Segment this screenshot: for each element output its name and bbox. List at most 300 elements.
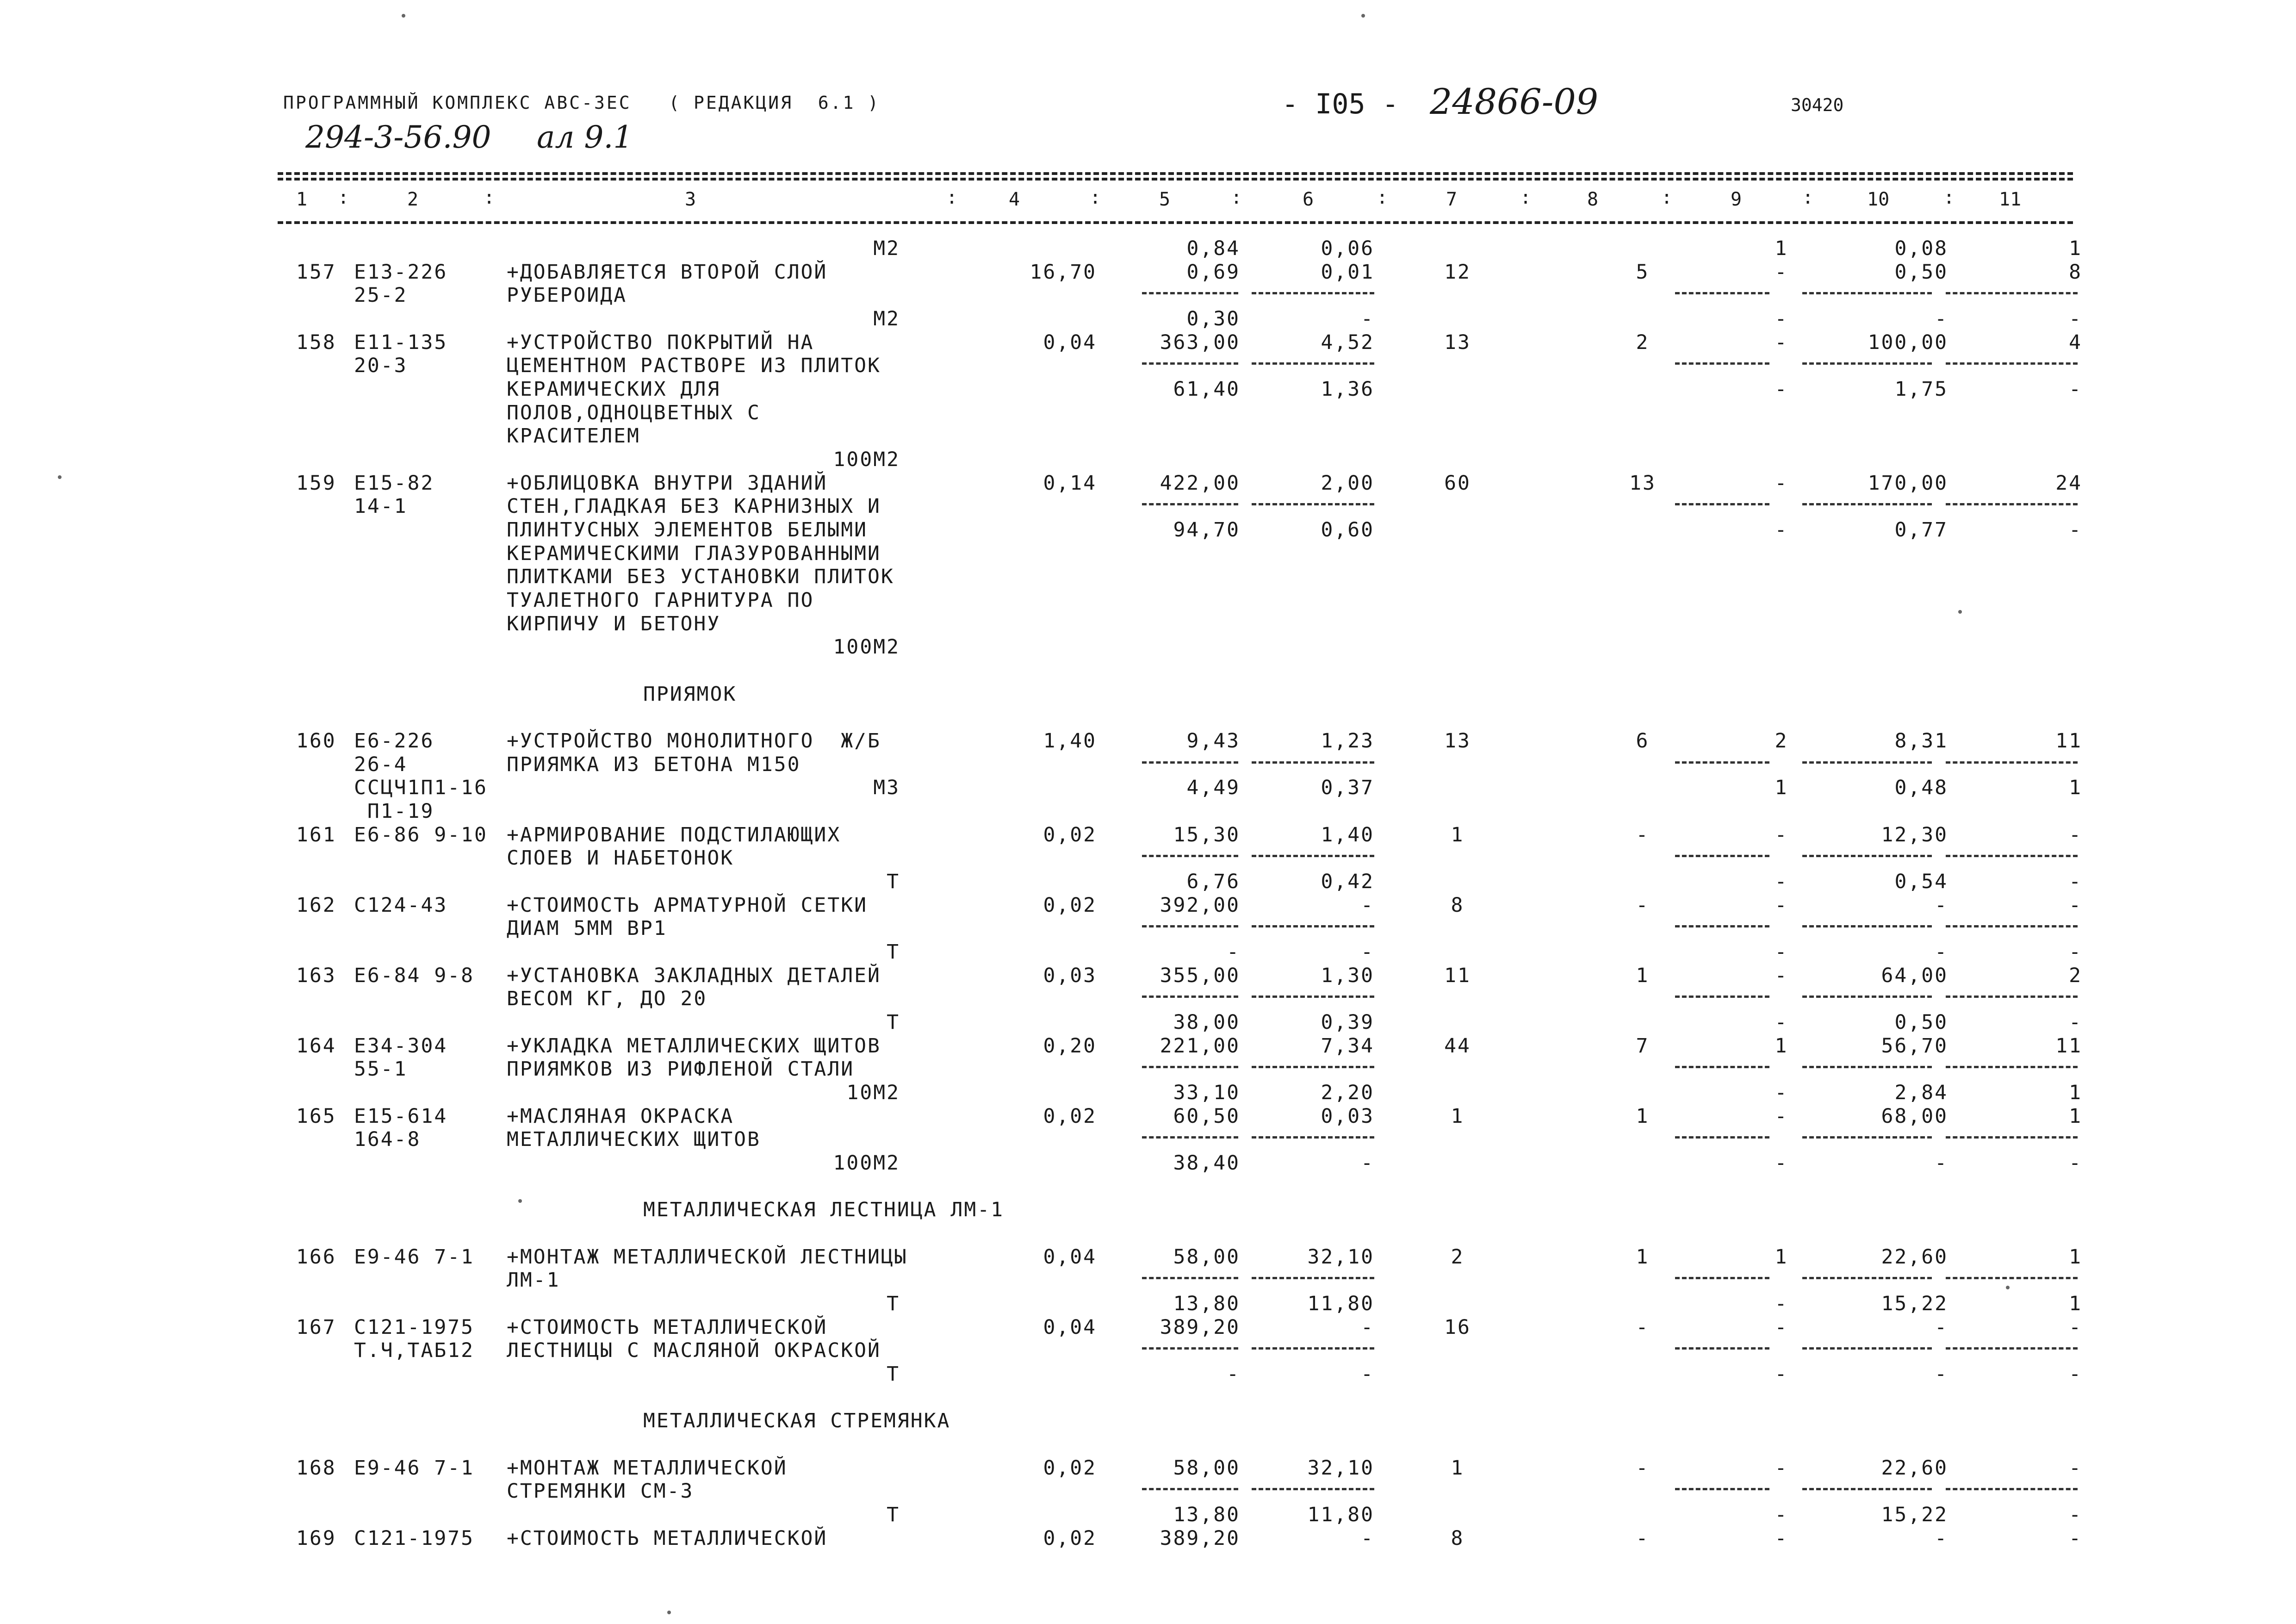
machine-cost-cell: -: [1775, 1456, 1788, 1480]
item-number-cell: 160: [296, 729, 336, 753]
labor-cost-cell: 0,77: [1894, 518, 1948, 541]
total-cost-cell: 11: [1444, 964, 1471, 987]
labor-cost-cell: 64,00: [1881, 964, 1948, 987]
wage-cost-cell: 32,10: [1307, 1456, 1374, 1480]
machine-cost-cell: -: [1775, 518, 1788, 541]
document-number-handwritten: 24866-09: [1430, 81, 1599, 122]
work-description-cell: ПЛИНТУСНЫХ ЭЛЕМЕНТОВ БЕЛЫМИ: [507, 518, 868, 541]
labor-cost-cell: 0,08: [1894, 237, 1948, 260]
total-wage-cell: 6: [1636, 729, 1650, 753]
wage-cost-cell: 1,30: [1321, 964, 1374, 987]
machine-cost-cell: -: [1775, 1503, 1788, 1526]
subtotal-separator: [1946, 855, 2078, 857]
total-wage-cell: 1: [1636, 1105, 1650, 1128]
wage-cost-cell: 0,06: [1321, 237, 1374, 260]
column-header-7: 7: [1446, 189, 1458, 210]
scan-speck: [402, 14, 405, 18]
wage-cost-cell: 4,52: [1321, 331, 1374, 354]
subtotal-separator: [1252, 503, 1374, 505]
labor-total-cell: 1: [2069, 1105, 2082, 1128]
total-cost-cell: 13: [1444, 331, 1471, 354]
unit-cost-cell: -: [1227, 940, 1240, 964]
machine-cost-cell: -: [1775, 823, 1788, 846]
work-description-cell: +ОБЛИЦОВКА ВНУТРИ ЗДАНИЙ: [507, 472, 828, 495]
total-wage-cell: 1: [1636, 1245, 1650, 1269]
subtotal-separator: [1142, 1488, 1238, 1490]
labor-cost-cell: 100,00: [1868, 331, 1948, 354]
labor-cost-cell: 56,70: [1881, 1034, 1948, 1058]
section-heading: МЕТАЛЛИЧЕСКАЯ СТРЕМЯНКА: [643, 1409, 951, 1432]
norm-code-cell: Е15-82: [354, 472, 434, 495]
labor-total-cell: -: [2069, 823, 2082, 846]
wage-cost-cell: 11,80: [1307, 1292, 1374, 1315]
work-description-cell: КИРПИЧУ И БЕТОНУ: [507, 612, 721, 635]
total-wage-cell: 7: [1636, 1034, 1650, 1058]
subtotal-separator: [1675, 1277, 1769, 1279]
machine-cost-cell: -: [1775, 964, 1788, 987]
subtotal-separator: [1252, 1136, 1374, 1139]
wage-cost-cell: 0,01: [1321, 261, 1374, 284]
unit-cost-cell: 4,49: [1186, 776, 1240, 799]
work-description-cell: ПРИЯМКОВ ИЗ РИФЛЕНОЙ СТАЛИ: [507, 1058, 855, 1081]
subtotal-separator: [1252, 1488, 1374, 1490]
norm-code-cell: Е34-304: [354, 1034, 448, 1058]
scan-speck: [1361, 14, 1365, 18]
labor-cost-cell: -: [1935, 1316, 1948, 1339]
section-heading: ПРИЯМОК: [643, 683, 737, 706]
labor-cost-cell: 22,60: [1881, 1245, 1948, 1269]
norm-code-cell: Е15-614: [354, 1105, 448, 1128]
total-cost-cell: 8: [1451, 1527, 1464, 1550]
quantity-cell: 0,02: [1043, 1527, 1097, 1550]
wage-cost-cell: -: [1361, 940, 1374, 964]
unit-cost-cell: 389,20: [1160, 1316, 1240, 1339]
norm-code-cell: ССЦЧ1П1-16: [354, 776, 488, 799]
work-description-cell: КЕРАМИЧЕСКИМИ ГЛАЗУРОВАННЫМИ: [507, 542, 881, 565]
item-number-cell: 163: [296, 964, 336, 987]
item-number-cell: 169: [296, 1527, 336, 1550]
subtotal-separator: [1252, 292, 1374, 294]
column-header-1: 1: [296, 189, 308, 210]
wage-cost-cell: 0,60: [1321, 518, 1374, 541]
work-description-cell: КЕРАМИЧЕСКИХ ДЛЯ: [507, 378, 721, 401]
wage-cost-cell: -: [1361, 1151, 1374, 1175]
project-code-handwritten: 294-3-56.90: [305, 119, 491, 155]
total-wage-cell: -: [1636, 1456, 1650, 1480]
unit-cost-cell: 61,40: [1173, 378, 1240, 401]
wage-cost-cell: 7,34: [1321, 1034, 1374, 1058]
subtotal-separator: [1252, 1277, 1374, 1279]
labor-cost-cell: 2,84: [1894, 1081, 1948, 1104]
unit-cost-cell: 392,00: [1160, 894, 1240, 917]
subtotal-separator: [1142, 503, 1238, 505]
subtotal-separator: [1252, 362, 1374, 365]
labor-total-cell: -: [2069, 1527, 2082, 1550]
work-description-cell: +ДОБАВЛЯЕТСЯ ВТОРОЙ СЛОЙ: [507, 261, 828, 284]
unit-cost-cell: 363,00: [1160, 331, 1240, 354]
total-cost-cell: 8: [1451, 894, 1464, 917]
column-header-2: 2: [407, 189, 419, 210]
item-number-cell: 157: [296, 261, 336, 284]
unit-cost-cell: 94,70: [1173, 518, 1240, 541]
album-code-handwritten: ал 9.1: [537, 119, 633, 155]
labor-cost-cell: 0,54: [1894, 870, 1948, 893]
labor-cost-cell: 12,30: [1881, 823, 1948, 846]
column-header-5: 5: [1159, 189, 1171, 210]
machine-cost-cell: 1: [1775, 237, 1788, 260]
norm-code-cell: 20-3: [354, 354, 408, 377]
labor-total-cell: -: [2069, 1011, 2082, 1034]
page-number: - I05 -: [1282, 88, 1399, 120]
norm-code-cell: Е13-226: [354, 261, 448, 284]
norm-code-cell: Т.Ч,ТАБ12: [354, 1339, 474, 1362]
machine-cost-cell: -: [1775, 870, 1788, 893]
labor-cost-cell: -: [1935, 940, 1948, 964]
labor-total-cell: -: [2069, 1363, 2082, 1386]
subtotal-separator: [1675, 503, 1769, 505]
labor-total-cell: 11: [2055, 1034, 2082, 1058]
item-number-cell: 159: [296, 472, 336, 495]
norm-code-cell: С124-43: [354, 894, 448, 917]
column-header-6: 6: [1303, 189, 1314, 210]
work-description-cell: +УСТРОЙСТВО ПОКРЫТИЙ НА: [507, 331, 814, 354]
total-cost-cell: 12: [1444, 261, 1471, 284]
subtotal-separator: [1675, 925, 1769, 927]
labor-total-cell: -: [2069, 1456, 2082, 1480]
subtotal-separator: [1142, 1277, 1238, 1279]
total-wage-cell: 1: [1636, 964, 1650, 987]
subtotal-separator: [1142, 292, 1238, 294]
scan-speck: [667, 1611, 671, 1614]
wage-cost-cell: 2,00: [1321, 472, 1374, 495]
subtotal-separator: [1252, 855, 1374, 857]
labor-total-cell: 24: [2055, 472, 2082, 495]
subtotal-separator: [1802, 1488, 1932, 1490]
machine-cost-cell: -: [1775, 1292, 1788, 1315]
total-cost-cell: 16: [1444, 1316, 1471, 1339]
wage-cost-cell: 0,03: [1321, 1105, 1374, 1128]
quantity-cell: 0,02: [1043, 823, 1097, 846]
column-header-8: 8: [1587, 189, 1599, 210]
item-number-cell: 164: [296, 1034, 336, 1058]
unit-label: Т: [887, 940, 900, 964]
labor-total-cell: 11: [2055, 729, 2082, 753]
norm-code-cell: П1-19: [354, 800, 434, 823]
subtotal-separator: [1946, 1136, 2078, 1139]
wage-cost-cell: 1,36: [1321, 378, 1374, 401]
unit-cost-cell: 221,00: [1160, 1034, 1240, 1058]
unit-label: Т: [887, 1292, 900, 1315]
subtotal-separator: [1946, 1347, 2078, 1350]
labor-cost-cell: -: [1935, 1363, 1948, 1386]
scan-speck: [58, 475, 62, 479]
unit-cost-cell: 38,00: [1173, 1011, 1240, 1034]
unit-label: Т: [887, 870, 900, 893]
work-description-cell: +СТОИМОСТЬ МЕТАЛЛИЧЕСКОЙ: [507, 1527, 828, 1550]
labor-total-cell: -: [2069, 1151, 2082, 1175]
norm-code-cell: 14-1: [354, 495, 408, 518]
labor-total-cell: -: [2069, 940, 2082, 964]
scan-speck: [2006, 1286, 2010, 1289]
subtotal-separator: [1675, 996, 1769, 998]
labor-total-cell: -: [2069, 870, 2082, 893]
work-description-cell: ПЛИТКАМИ БЕЗ УСТАНОВКИ ПЛИТОК: [507, 565, 894, 588]
unit-label: 100М2: [833, 635, 900, 659]
unit-label: Т: [887, 1011, 900, 1034]
subtotal-separator: [1946, 292, 2078, 294]
machine-cost-cell: -: [1775, 1081, 1788, 1104]
norm-code-cell: Е9-46 7-1: [354, 1456, 474, 1480]
machine-cost-cell: -: [1775, 1151, 1788, 1175]
labor-total-cell: 8: [2069, 261, 2082, 284]
work-description-cell: МЕТАЛЛИЧЕСКИХ ЩИТОВ: [507, 1128, 761, 1151]
work-description-cell: +АРМИРОВАНИЕ ПОДСТИЛАЮЩИХ: [507, 823, 841, 846]
subtotal-separator: [1946, 925, 2078, 927]
quantity-cell: 16,70: [1030, 261, 1097, 284]
labor-cost-cell: -: [1935, 894, 1948, 917]
wage-cost-cell: 0,37: [1321, 776, 1374, 799]
total-cost-cell: 2: [1451, 1245, 1464, 1269]
machine-cost-cell: -: [1775, 331, 1788, 354]
item-number-cell: 161: [296, 823, 336, 846]
subtotal-separator: [1802, 292, 1932, 294]
machine-cost-cell: 1: [1775, 776, 1788, 799]
wage-cost-cell: 0,42: [1321, 870, 1374, 893]
item-number-cell: 162: [296, 894, 336, 917]
subtotal-separator: [1675, 1066, 1769, 1068]
subtotal-separator: [1142, 1347, 1238, 1350]
quantity-cell: 0,02: [1043, 894, 1097, 917]
labor-cost-cell: 68,00: [1881, 1105, 1948, 1128]
work-description-cell: +МОНТАЖ МЕТАЛЛИЧЕСКОЙ: [507, 1456, 788, 1480]
work-description-cell: ЦЕМЕНТНОМ РАСТВОРЕ ИЗ ПЛИТОК: [507, 354, 881, 377]
item-number-cell: 167: [296, 1316, 336, 1339]
top-rule-2: [278, 178, 2073, 180]
unit-label: М2: [873, 237, 900, 260]
subtotal-separator: [1142, 362, 1238, 365]
unit-cost-cell: 0,30: [1186, 307, 1240, 330]
unit-cost-cell: 58,00: [1173, 1456, 1240, 1480]
labor-cost-cell: 0,50: [1894, 261, 1948, 284]
subtotal-separator: [1802, 996, 1932, 998]
total-wage-cell: -: [1636, 1316, 1650, 1339]
work-description-cell: +МАСЛЯНАЯ ОКРАСКА: [507, 1105, 734, 1128]
subtotal-separator: [1142, 996, 1238, 998]
subtotal-separator: [1675, 1136, 1769, 1139]
labor-total-cell: 1: [2069, 1292, 2082, 1315]
column-header-10: 10: [1867, 189, 1890, 210]
unit-cost-cell: 38,40: [1173, 1151, 1240, 1175]
header-bottom-rule: [278, 221, 2073, 224]
subtotal-separator: [1946, 761, 2078, 764]
unit-cost-cell: 33,10: [1173, 1081, 1240, 1104]
unit-cost-cell: 60,50: [1173, 1105, 1240, 1128]
labor-cost-cell: 0,48: [1894, 776, 1948, 799]
labor-cost-cell: 1,75: [1894, 378, 1948, 401]
quantity-cell: 0,02: [1043, 1456, 1097, 1480]
wage-cost-cell: -: [1361, 894, 1374, 917]
labor-total-cell: 1: [2069, 1081, 2082, 1104]
subtotal-separator: [1142, 761, 1238, 764]
total-cost-cell: 1: [1451, 1105, 1464, 1128]
unit-cost-cell: -: [1227, 1363, 1240, 1386]
labor-total-cell: -: [2069, 307, 2082, 330]
wage-cost-cell: 2,20: [1321, 1081, 1374, 1104]
quantity-cell: 0,20: [1043, 1034, 1097, 1058]
wage-cost-cell: 1,40: [1321, 823, 1374, 846]
work-description-cell: ТУАЛЕТНОГО ГАРНИТУРА ПО: [507, 589, 814, 612]
quantity-cell: 0,04: [1043, 1316, 1097, 1339]
top-rule: [278, 172, 2073, 175]
subtotal-separator: [1675, 855, 1769, 857]
unit-cost-cell: 58,00: [1173, 1245, 1240, 1269]
subtotal-separator: [1946, 1066, 2078, 1068]
wage-cost-cell: 1,23: [1321, 729, 1374, 753]
unit-label: Т: [887, 1503, 900, 1526]
program-header: ПРОГРАММНЫЙ КОМПЛЕКС АВС-3ЕС ( РЕДАКЦИЯ 6.1 ): [283, 93, 881, 113]
unit-cost-cell: 422,00: [1160, 472, 1240, 495]
machine-cost-cell: -: [1775, 1363, 1788, 1386]
work-description-cell: +СТОИМОСТЬ АРМАТУРНОЙ СЕТКИ: [507, 894, 868, 917]
subtotal-separator: [1802, 925, 1932, 927]
work-description-cell: РУБЕРОИДА: [507, 284, 627, 307]
machine-cost-cell: -: [1775, 894, 1788, 917]
work-description-cell: СЛОЕВ И НАБЕТОНОК: [507, 846, 734, 870]
sheet-code: 30420: [1791, 95, 1844, 115]
total-wage-cell: -: [1636, 1527, 1650, 1550]
norm-code-cell: 25-2: [354, 284, 408, 307]
subtotal-separator: [1675, 1488, 1769, 1490]
labor-total-cell: -: [2069, 1503, 2082, 1526]
item-number-cell: 165: [296, 1105, 336, 1128]
wage-cost-cell: 11,80: [1307, 1503, 1374, 1526]
labor-cost-cell: 15,22: [1881, 1292, 1948, 1315]
work-description-cell: +УКЛАДКА МЕТАЛЛИЧЕСКИХ ЩИТОВ: [507, 1034, 881, 1058]
labor-cost-cell: 15,22: [1881, 1503, 1948, 1526]
wage-cost-cell: -: [1361, 1363, 1374, 1386]
unit-cost-cell: 6,76: [1186, 870, 1240, 893]
quantity-cell: 0,04: [1043, 1245, 1097, 1269]
work-description-cell: +УСТРОЙСТВО МОНОЛИТНОГО Ж/Б: [507, 729, 881, 753]
quantity-cell: 0,14: [1043, 472, 1097, 495]
subtotal-separator: [1802, 1277, 1932, 1279]
work-description-cell: +СТОИМОСТЬ МЕТАЛЛИЧЕСКОЙ: [507, 1316, 828, 1339]
scan-speck: [1958, 610, 1962, 614]
work-description-cell: КРАСИТЕЛЕМ: [507, 424, 640, 448]
unit-cost-cell: 13,80: [1173, 1292, 1240, 1315]
subtotal-separator: [1252, 1347, 1374, 1350]
subtotal-separator: [1252, 996, 1374, 998]
machine-cost-cell: -: [1775, 1316, 1788, 1339]
machine-cost-cell: -: [1775, 940, 1788, 964]
wage-cost-cell: -: [1361, 1316, 1374, 1339]
total-wage-cell: 13: [1629, 472, 1656, 495]
machine-cost-cell: 2: [1775, 729, 1788, 753]
labor-total-cell: 1: [2069, 237, 2082, 260]
unit-label: 100М2: [833, 1151, 900, 1175]
subtotal-separator: [1802, 855, 1932, 857]
section-heading: МЕТАЛЛИЧЕСКАЯ ЛЕСТНИЦА ЛМ-1: [643, 1198, 1004, 1221]
unit-cost-cell: 0,69: [1186, 261, 1240, 284]
unit-cost-cell: 15,30: [1173, 823, 1240, 846]
norm-code-cell: Е6-86 9-10: [354, 823, 488, 846]
norm-code-cell: Е11-135: [354, 331, 448, 354]
norm-code-cell: Е6-226: [354, 729, 434, 753]
subtotal-separator: [1675, 1347, 1769, 1350]
labor-total-cell: 4: [2069, 331, 2082, 354]
labor-total-cell: -: [2069, 894, 2082, 917]
unit-label: М2: [873, 307, 900, 330]
total-wage-cell: -: [1636, 823, 1650, 846]
machine-cost-cell: 1: [1775, 1245, 1788, 1269]
machine-cost-cell: -: [1775, 1105, 1788, 1128]
column-header-11: 11: [1999, 189, 2022, 210]
machine-cost-cell: 1: [1775, 1034, 1788, 1058]
unit-cost-cell: 389,20: [1160, 1527, 1240, 1550]
wage-cost-cell: -: [1361, 1527, 1374, 1550]
quantity-cell: 0,04: [1043, 331, 1097, 354]
subtotal-separator: [1802, 1066, 1932, 1068]
subtotal-separator: [1802, 362, 1932, 365]
work-description-cell: ЛЕСТНИЦЫ С МАСЛЯНОЙ ОКРАСКОЙ: [507, 1339, 881, 1362]
labor-cost-cell: 0,50: [1894, 1011, 1948, 1034]
unit-cost-cell: 0,84: [1186, 237, 1240, 260]
norm-code-cell: С121-1975: [354, 1316, 474, 1339]
item-number-cell: 158: [296, 331, 336, 354]
labor-total-cell: -: [2069, 378, 2082, 401]
subtotal-separator: [1142, 855, 1238, 857]
subtotal-separator: [1675, 292, 1769, 294]
subtotal-separator: [1675, 362, 1769, 365]
subtotal-separator: [1802, 761, 1932, 764]
labor-cost-cell: -: [1935, 1151, 1948, 1175]
scan-speck: [518, 1199, 522, 1203]
subtotal-separator: [1802, 503, 1932, 505]
subtotal-separator: [1946, 503, 2078, 505]
work-description-cell: ПРИЯМКА ИЗ БЕТОНА М150: [507, 753, 801, 776]
total-wage-cell: -: [1636, 894, 1650, 917]
wage-cost-cell: -: [1361, 307, 1374, 330]
total-cost-cell: 44: [1444, 1034, 1471, 1058]
total-cost-cell: 1: [1451, 823, 1464, 846]
machine-cost-cell: -: [1775, 307, 1788, 330]
wage-cost-cell: 0,39: [1321, 1011, 1374, 1034]
machine-cost-cell: -: [1775, 378, 1788, 401]
total-cost-cell: 60: [1444, 472, 1471, 495]
labor-cost-cell: -: [1935, 307, 1948, 330]
subtotal-separator: [1946, 1277, 2078, 1279]
machine-cost-cell: -: [1775, 261, 1788, 284]
labor-total-cell: -: [2069, 518, 2082, 541]
unit-label: 10М2: [846, 1081, 900, 1104]
work-description-cell: ЛМ-1: [507, 1269, 560, 1292]
labor-cost-cell: 22,60: [1881, 1456, 1948, 1480]
work-description-cell: ВЕСОМ КГ, ДО 20: [507, 987, 707, 1010]
subtotal-separator: [1802, 1136, 1932, 1139]
subtotal-separator: [1946, 996, 2078, 998]
quantity-cell: 0,03: [1043, 964, 1097, 987]
quantity-cell: 1,40: [1043, 729, 1097, 753]
quantity-cell: 0,02: [1043, 1105, 1097, 1128]
labor-total-cell: 2: [2069, 964, 2082, 987]
total-cost-cell: 1: [1451, 1456, 1464, 1480]
work-description-cell: ПОЛОВ,ОДНОЦВЕТНЫХ С: [507, 401, 761, 424]
unit-label: Т: [887, 1363, 900, 1386]
total-cost-cell: 13: [1444, 729, 1471, 753]
norm-code-cell: Е6-84 9-8: [354, 964, 474, 987]
unit-label: М3: [873, 776, 900, 799]
subtotal-separator: [1946, 362, 2078, 365]
